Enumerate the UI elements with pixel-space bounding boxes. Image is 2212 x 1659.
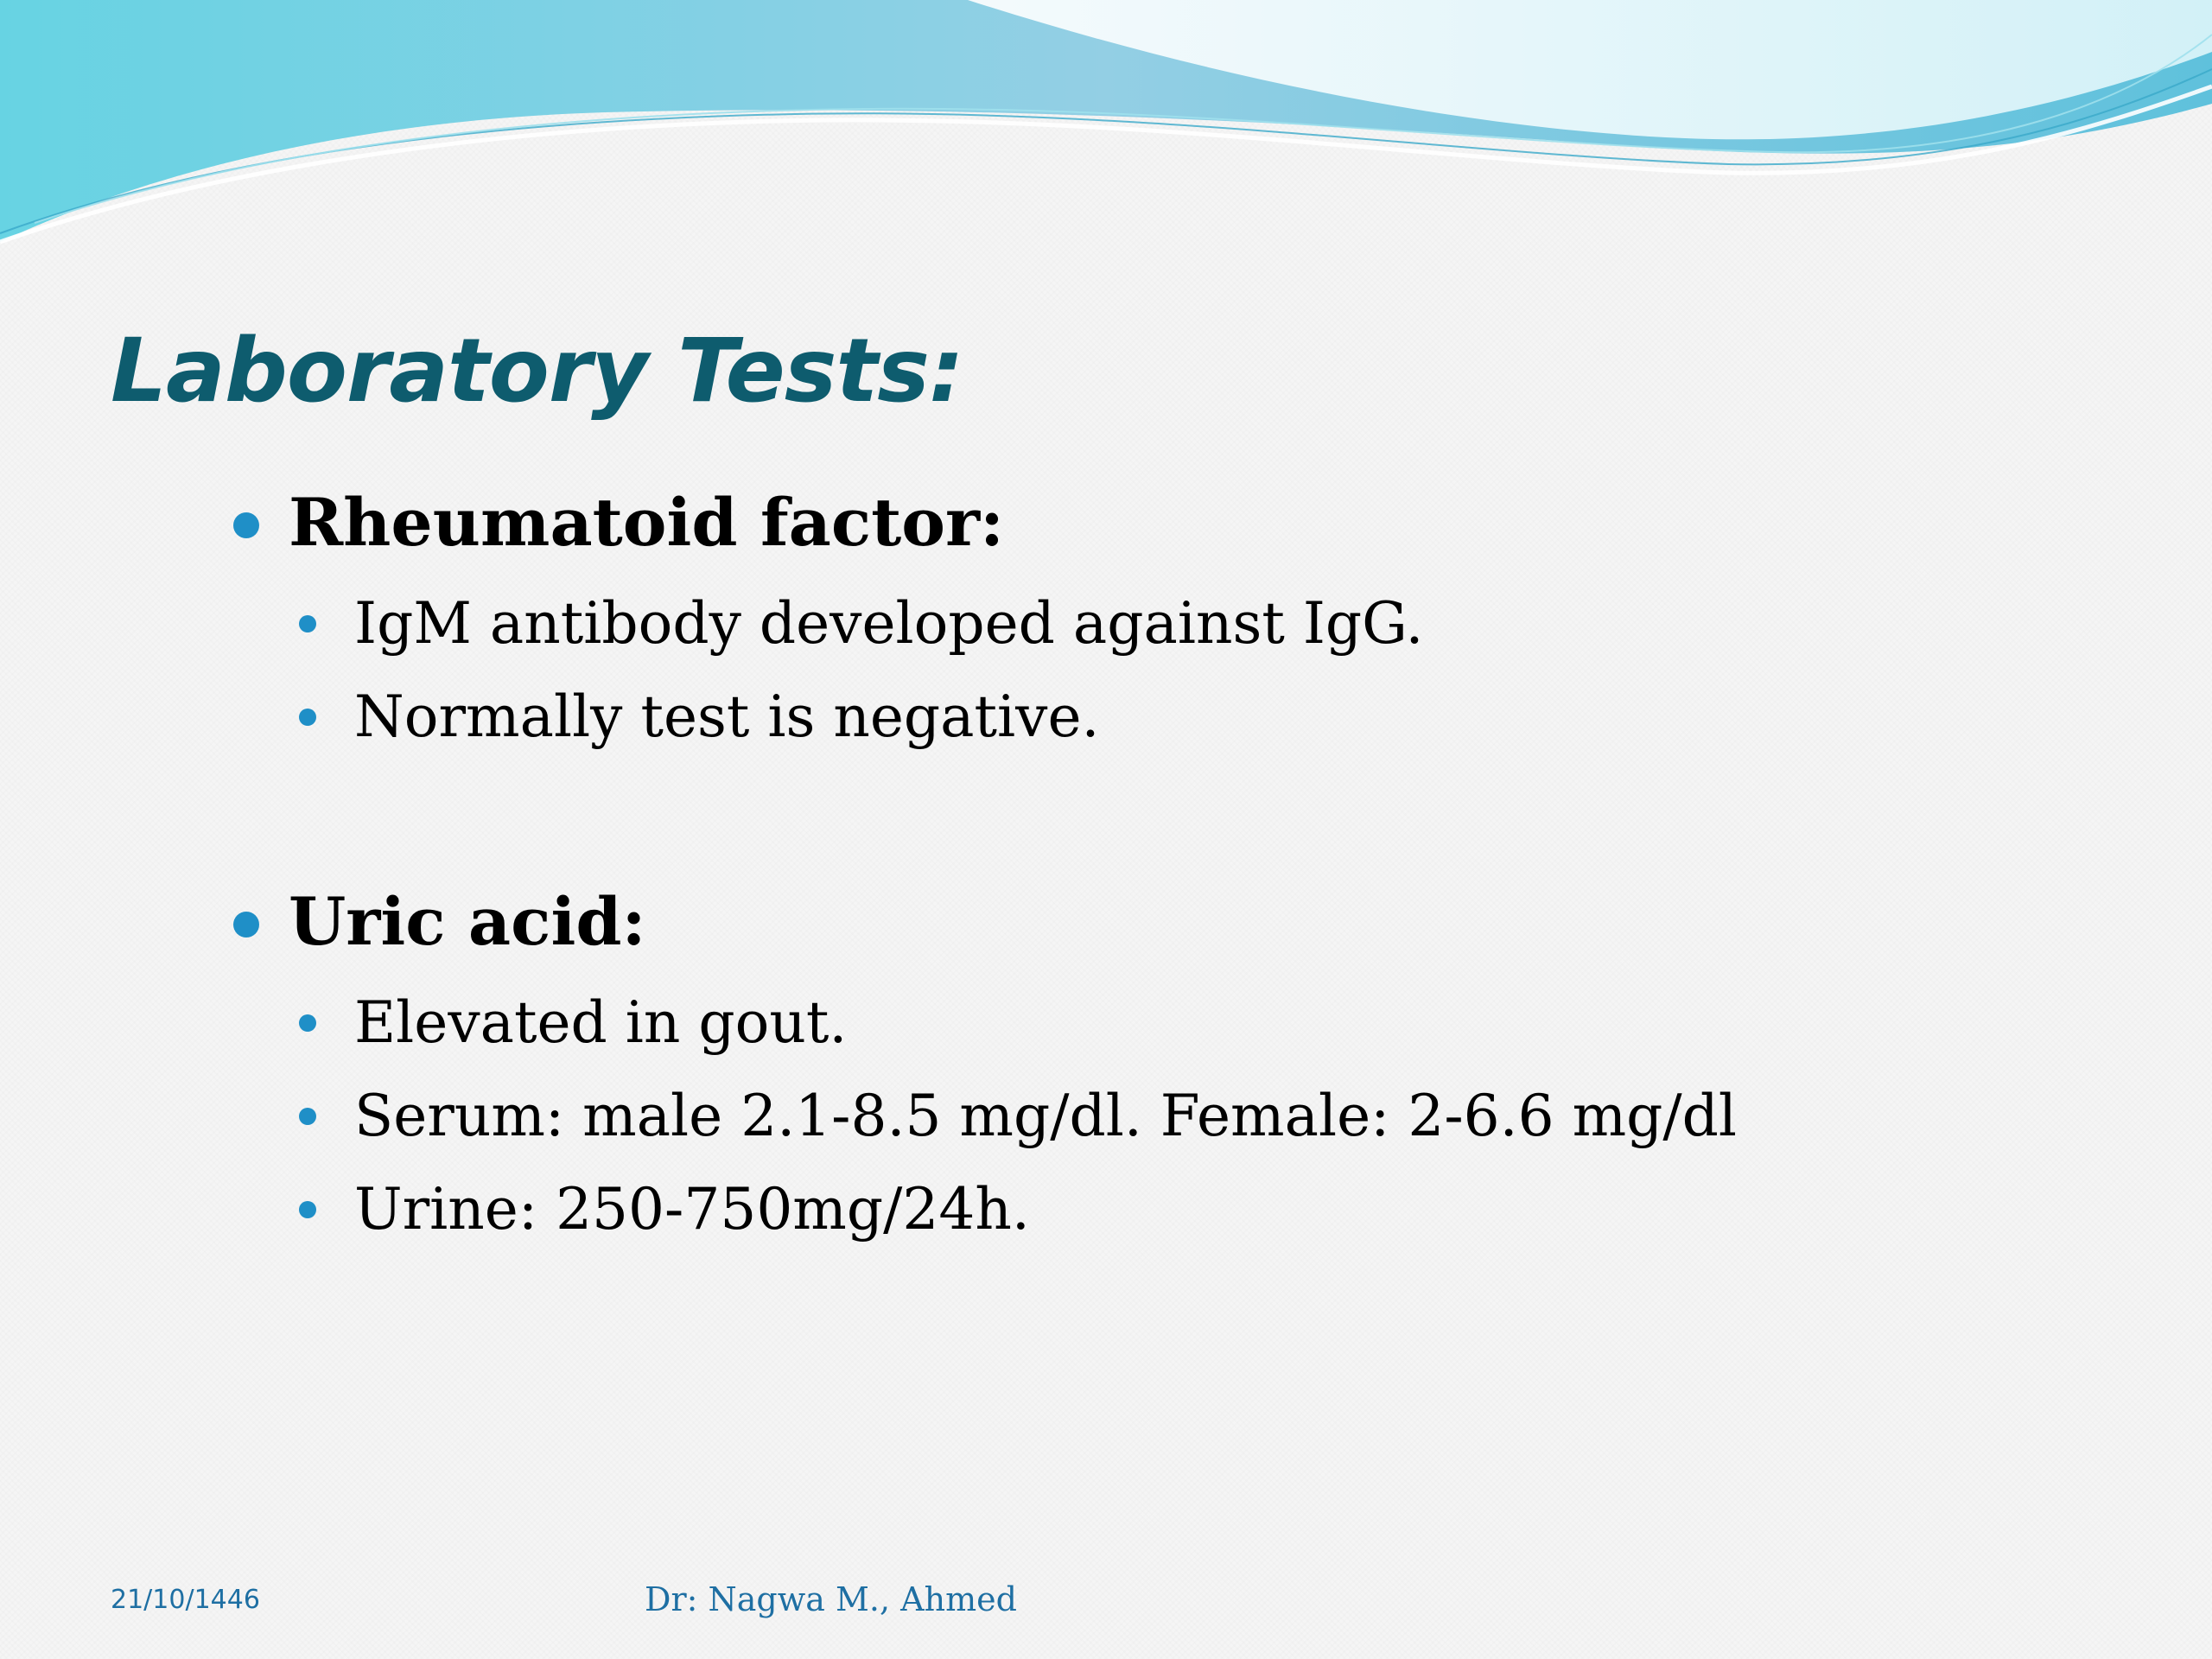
- bullet-icon: [299, 615, 316, 632]
- bullet-icon: [233, 912, 259, 938]
- bullet-icon: [299, 1201, 316, 1218]
- bullet-point: Urine: 250-750mg/24h.: [354, 1176, 1030, 1243]
- bullet-icon: [299, 1108, 316, 1125]
- bullet-point: Normally test is negative.: [354, 683, 1100, 750]
- slide-title: Laboratory Tests:: [111, 320, 963, 423]
- footer-author: Dr: Nagwa M., Ahmed: [645, 1580, 1017, 1618]
- footer-date: 21/10/1446: [111, 1585, 260, 1615]
- bullet-point: IgM antibody developed against IgG.: [354, 590, 1424, 657]
- bullet-point: Serum: male 2.1-8.5 mg/dl. Female: 2-6.6 mg/dl: [354, 1083, 1738, 1149]
- bullet-icon: [299, 709, 316, 726]
- section-heading-rheumatoid-factor: Rheumatoid factor:: [289, 484, 1005, 561]
- section-heading-uric-acid: Uric acid:: [289, 883, 646, 960]
- bullet-icon: [299, 1014, 316, 1032]
- bullet-icon: [233, 512, 259, 538]
- bullet-point: Elevated in gout.: [354, 989, 848, 1056]
